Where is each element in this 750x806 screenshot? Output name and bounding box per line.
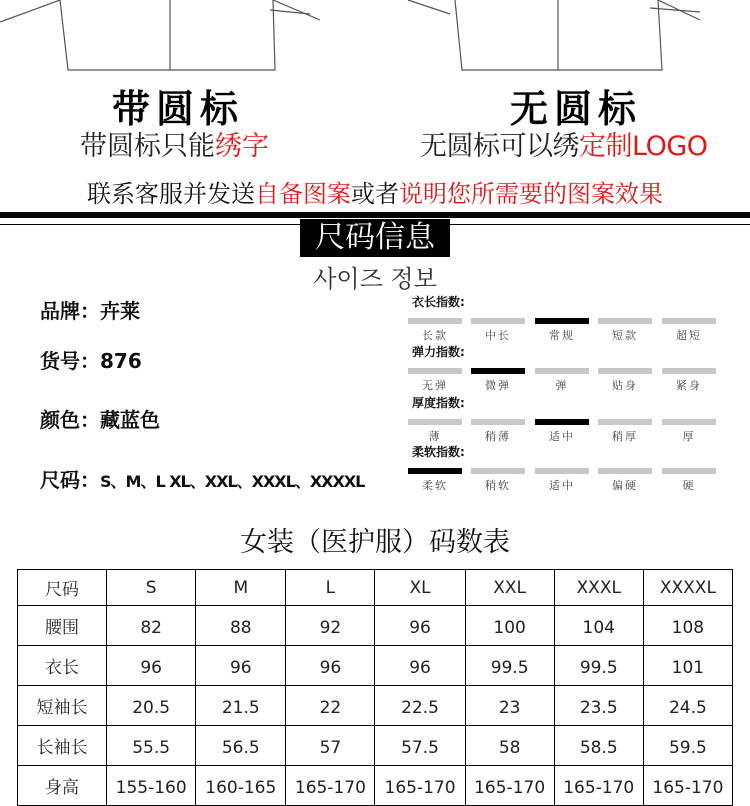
contact-text-1: 联系客服并发送 — [87, 180, 255, 208]
table-row — [18, 766, 733, 806]
contact-red-1: 自备图案 — [255, 180, 351, 208]
table-cell: 99.5 — [554, 646, 643, 686]
right-label-title: 无圆标 — [510, 86, 643, 131]
table-cell: 165-170 — [375, 766, 465, 806]
index-option: 适中 — [549, 479, 575, 492]
table-cell: 57.5 — [375, 726, 465, 766]
row-label-cell: 身高 — [18, 766, 107, 806]
table-cell: 96 — [375, 646, 465, 686]
right-sub-text: 无圆标可以绣 — [420, 131, 579, 162]
table-cell: 165-170 — [286, 766, 375, 806]
index-bar — [662, 368, 716, 374]
table-cell: 58 — [465, 726, 554, 766]
table-cell: 165-170 — [554, 766, 643, 806]
table-cell: 55.5 — [107, 726, 196, 766]
table-cell: 23 — [465, 686, 554, 726]
index-label: 柔软指数: — [412, 445, 465, 459]
table-cell: 24.5 — [643, 686, 732, 726]
size-row — [40, 464, 364, 493]
divider-thick — [0, 212, 750, 218]
row-label-cell: 尺码 — [18, 570, 107, 606]
table-cell: 96 — [196, 646, 286, 686]
size-values: S、M、L XL、XXL、XXXL、XXXXL — [100, 472, 365, 491]
row-label-cell: 腰围 — [18, 606, 107, 646]
garment-sketch-left — [0, 0, 320, 72]
color-value: 藏蓝色 — [100, 408, 160, 432]
table-cell: 57 — [286, 726, 375, 766]
table-cell: XXXL — [554, 570, 643, 606]
table-cell: M — [196, 570, 286, 606]
table-cell: 56.5 — [196, 726, 286, 766]
color-row — [40, 404, 160, 433]
table-cell: 96 — [107, 646, 196, 686]
table-cell: 165-170 — [465, 766, 554, 806]
index-bar — [598, 468, 652, 474]
table-cell: L — [286, 570, 375, 606]
contact-red-2: 说明您所需要的图案效果 — [399, 180, 663, 208]
table-cell: 59.5 — [643, 726, 732, 766]
table-cell: XL — [375, 570, 465, 606]
index-bar — [598, 318, 652, 324]
code-row — [40, 345, 142, 374]
code-value: 876 — [100, 349, 142, 373]
index-option: 中长 — [485, 329, 511, 342]
table-row — [18, 726, 733, 766]
left-sub-text: 带圆标只能 — [80, 131, 215, 162]
table-title: 女装（医护服）码数表 — [240, 527, 510, 558]
table-row — [18, 686, 733, 726]
index-option: 短款 — [612, 329, 638, 342]
section-subtitle: 사이즈 정보 — [313, 265, 437, 293]
row-label-cell: 长袖长 — [18, 726, 107, 766]
index-bar — [535, 419, 589, 425]
table-header-row — [18, 570, 733, 606]
index-option: 长款 — [422, 329, 448, 342]
brand-label: 品牌： — [40, 299, 100, 323]
size-label: 尺码： — [40, 468, 100, 492]
table-cell: 108 — [643, 606, 732, 646]
garment-sketch-right — [400, 0, 750, 72]
index-option: 无弹 — [422, 379, 448, 392]
right-sub-red: 定制LOGO — [579, 131, 708, 162]
table-cell: 160-165 — [196, 766, 286, 806]
table-cell: 58.5 — [554, 726, 643, 766]
index-option: 硬 — [682, 479, 696, 492]
index-bar — [408, 468, 462, 474]
index-option: 偏硬 — [612, 479, 638, 492]
index-option: 贴身 — [612, 379, 638, 392]
index-option: 弹 — [555, 379, 569, 392]
table-row — [18, 646, 733, 686]
table-cell: 82 — [107, 606, 196, 646]
index-bar — [662, 468, 716, 474]
index-option: 适中 — [549, 430, 575, 443]
row-label-cell: 短袖长 — [18, 686, 107, 726]
index-bar — [662, 419, 716, 425]
index-option: 稍软 — [485, 479, 511, 492]
table-cell: 99.5 — [465, 646, 554, 686]
table-cell: XXL — [465, 570, 554, 606]
index-bar — [535, 318, 589, 324]
index-bar — [662, 318, 716, 324]
index-bar — [471, 419, 525, 425]
right-label-sub — [420, 124, 708, 163]
index-option: 柔软 — [422, 479, 448, 492]
table-cell: 101 — [643, 646, 732, 686]
size-table — [17, 569, 733, 806]
table-cell: 100 — [465, 606, 554, 646]
table-cell: 155-160 — [107, 766, 196, 806]
index-bar — [535, 468, 589, 474]
index-option: 常规 — [549, 329, 575, 342]
index-option: 薄 — [428, 430, 442, 443]
index-bar — [471, 368, 525, 374]
table-cell: 165-170 — [643, 766, 732, 806]
table-cell: 22 — [286, 686, 375, 726]
index-bar — [598, 368, 652, 374]
index-bar — [598, 419, 652, 425]
left-sub-red: 绣字 — [215, 131, 269, 162]
table-cell: 104 — [554, 606, 643, 646]
table-cell: 96 — [375, 606, 465, 646]
index-bar — [535, 368, 589, 374]
table-cell: 88 — [196, 606, 286, 646]
brand-value: 卉莱 — [100, 299, 140, 323]
contact-line — [0, 174, 750, 209]
table-cell: XXXXL — [643, 570, 732, 606]
index-option: 稍厚 — [612, 430, 638, 443]
code-label: 货号： — [40, 349, 100, 373]
index-label: 厚度指数: — [412, 396, 465, 410]
index-option: 紧身 — [676, 379, 702, 392]
table-cell: 92 — [286, 606, 375, 646]
index-bar — [471, 318, 525, 324]
index-option: 厚 — [682, 430, 696, 443]
brand-row — [40, 295, 140, 324]
index-option: 超短 — [676, 329, 702, 342]
left-label-title: 带圆标 — [112, 86, 245, 131]
table-cell: S — [107, 570, 196, 606]
section-title: 尺码信息 — [300, 219, 450, 257]
index-option: 稍薄 — [485, 430, 511, 443]
index-bar — [408, 318, 462, 324]
left-label-sub — [80, 124, 269, 163]
index-bar — [471, 468, 525, 474]
row-label-cell: 衣长 — [18, 646, 107, 686]
table-cell: 96 — [286, 646, 375, 686]
table-cell: 21.5 — [196, 686, 286, 726]
index-bar — [408, 419, 462, 425]
table-cell: 23.5 — [554, 686, 643, 726]
index-label: 弹力指数: — [412, 345, 465, 359]
table-cell: 20.5 — [107, 686, 196, 726]
table-cell: 22.5 — [375, 686, 465, 726]
index-option: 微弹 — [485, 379, 511, 392]
index-bar — [408, 368, 462, 374]
contact-text-2: 或者 — [351, 180, 399, 208]
color-label: 颜色： — [40, 408, 100, 432]
index-label: 衣长指数: — [412, 295, 465, 309]
table-row — [18, 606, 733, 646]
